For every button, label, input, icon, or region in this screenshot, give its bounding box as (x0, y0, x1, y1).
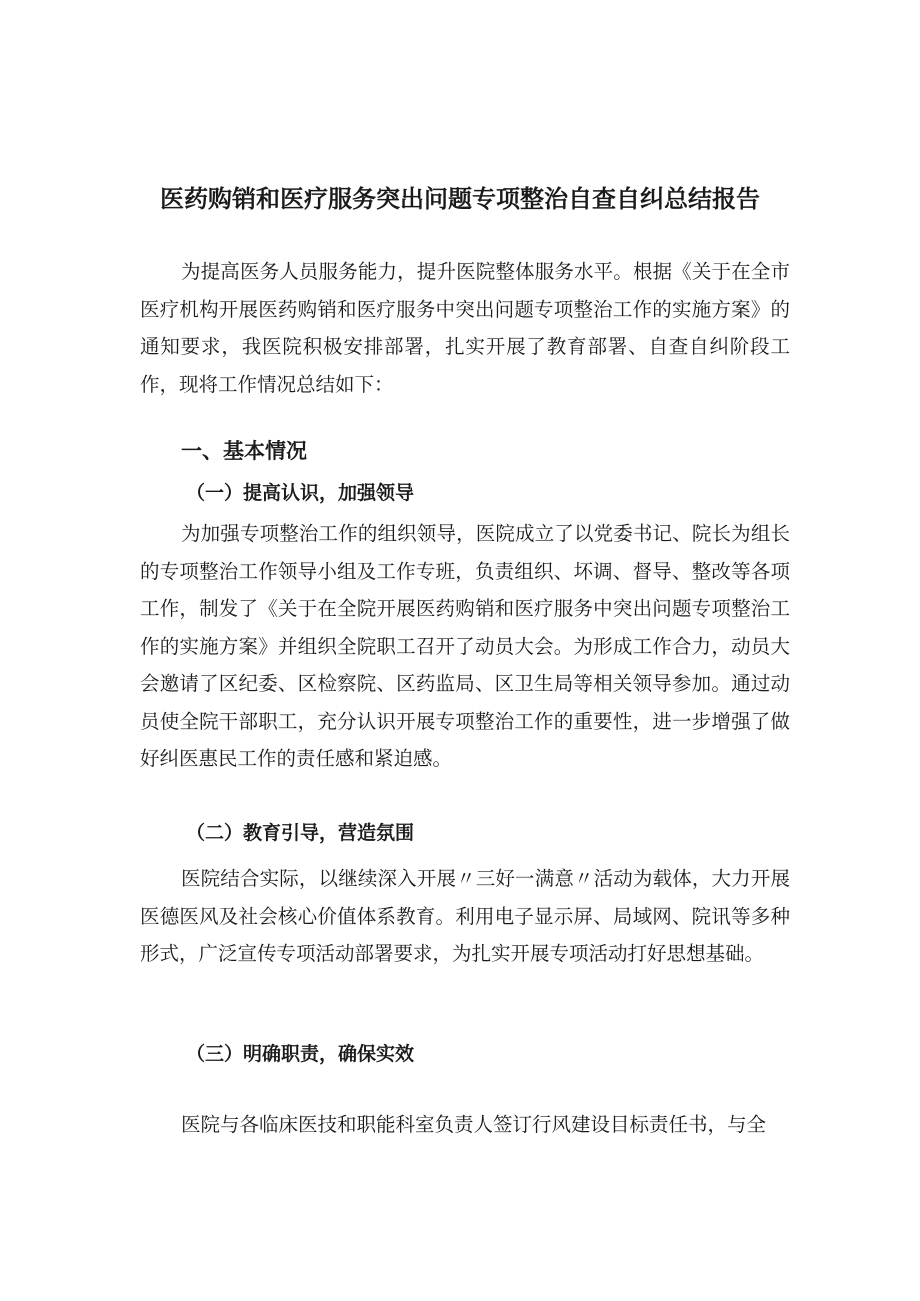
section-heading-basic-situation: 一、基本情况 (181, 439, 307, 463)
subsection-2-body: 医院结合实际，以继续深入开展〃三好一满意〃活动为载体，大力开展医德医风及社会核心价值体系教育。利用电子显示屏、局域网、院讯等多种形式，广泛宣传专项活动部署要求，为扎实开展专项活动打好思想基础。 (140, 867, 790, 965)
subsection-heading-3: （三）明确职责，确保实效 (186, 1043, 415, 1065)
document-title: 医药购销和医疗服务突出问题专项整治自查自纠总结报告 (160, 185, 760, 214)
subsection-heading-2: （二）教育引导，营造氛围 (186, 822, 415, 844)
subsection-1-body: 为加强专项整治工作的组织领导，医院成立了以党委书记、院长为组长的专项整治工作领导小组及工作专班，负责组织、坏调、督导、整改等各项工作，制发了《关于在全院开展医药购销和医疗服务中突出问题专项整治工作的实施方案》并组织全院职工召开了动员大会。为形成工作合力，动员大会邀请了区纪委、区检察院、区药监局、区卫生局等相关领导参加。通过动员使全院干部职工，充分认识开展专项整治工作的重要性，进一步增强了做好纠医惠民工作的责任感和紧迫感。 (140, 522, 790, 770)
intro-paragraph: 为提高医务人员服务能力，提升医院整体服务水平。根据《关于在全市医疗机构开展医药购销和医疗服务中突出问题专项整治工作的实施方案》的通知要求，我医院积极安排部署，扎实开展了教育部署、自查自纠阶段工作，现将工作情况总结如下： (140, 260, 790, 396)
subsection-3-body: 医院与各临床医技和职能科室负责人签订行风建设目标责任书，与全 (181, 1113, 767, 1136)
subsection-heading-1: （一）提高认识，加强领导 (186, 482, 415, 504)
